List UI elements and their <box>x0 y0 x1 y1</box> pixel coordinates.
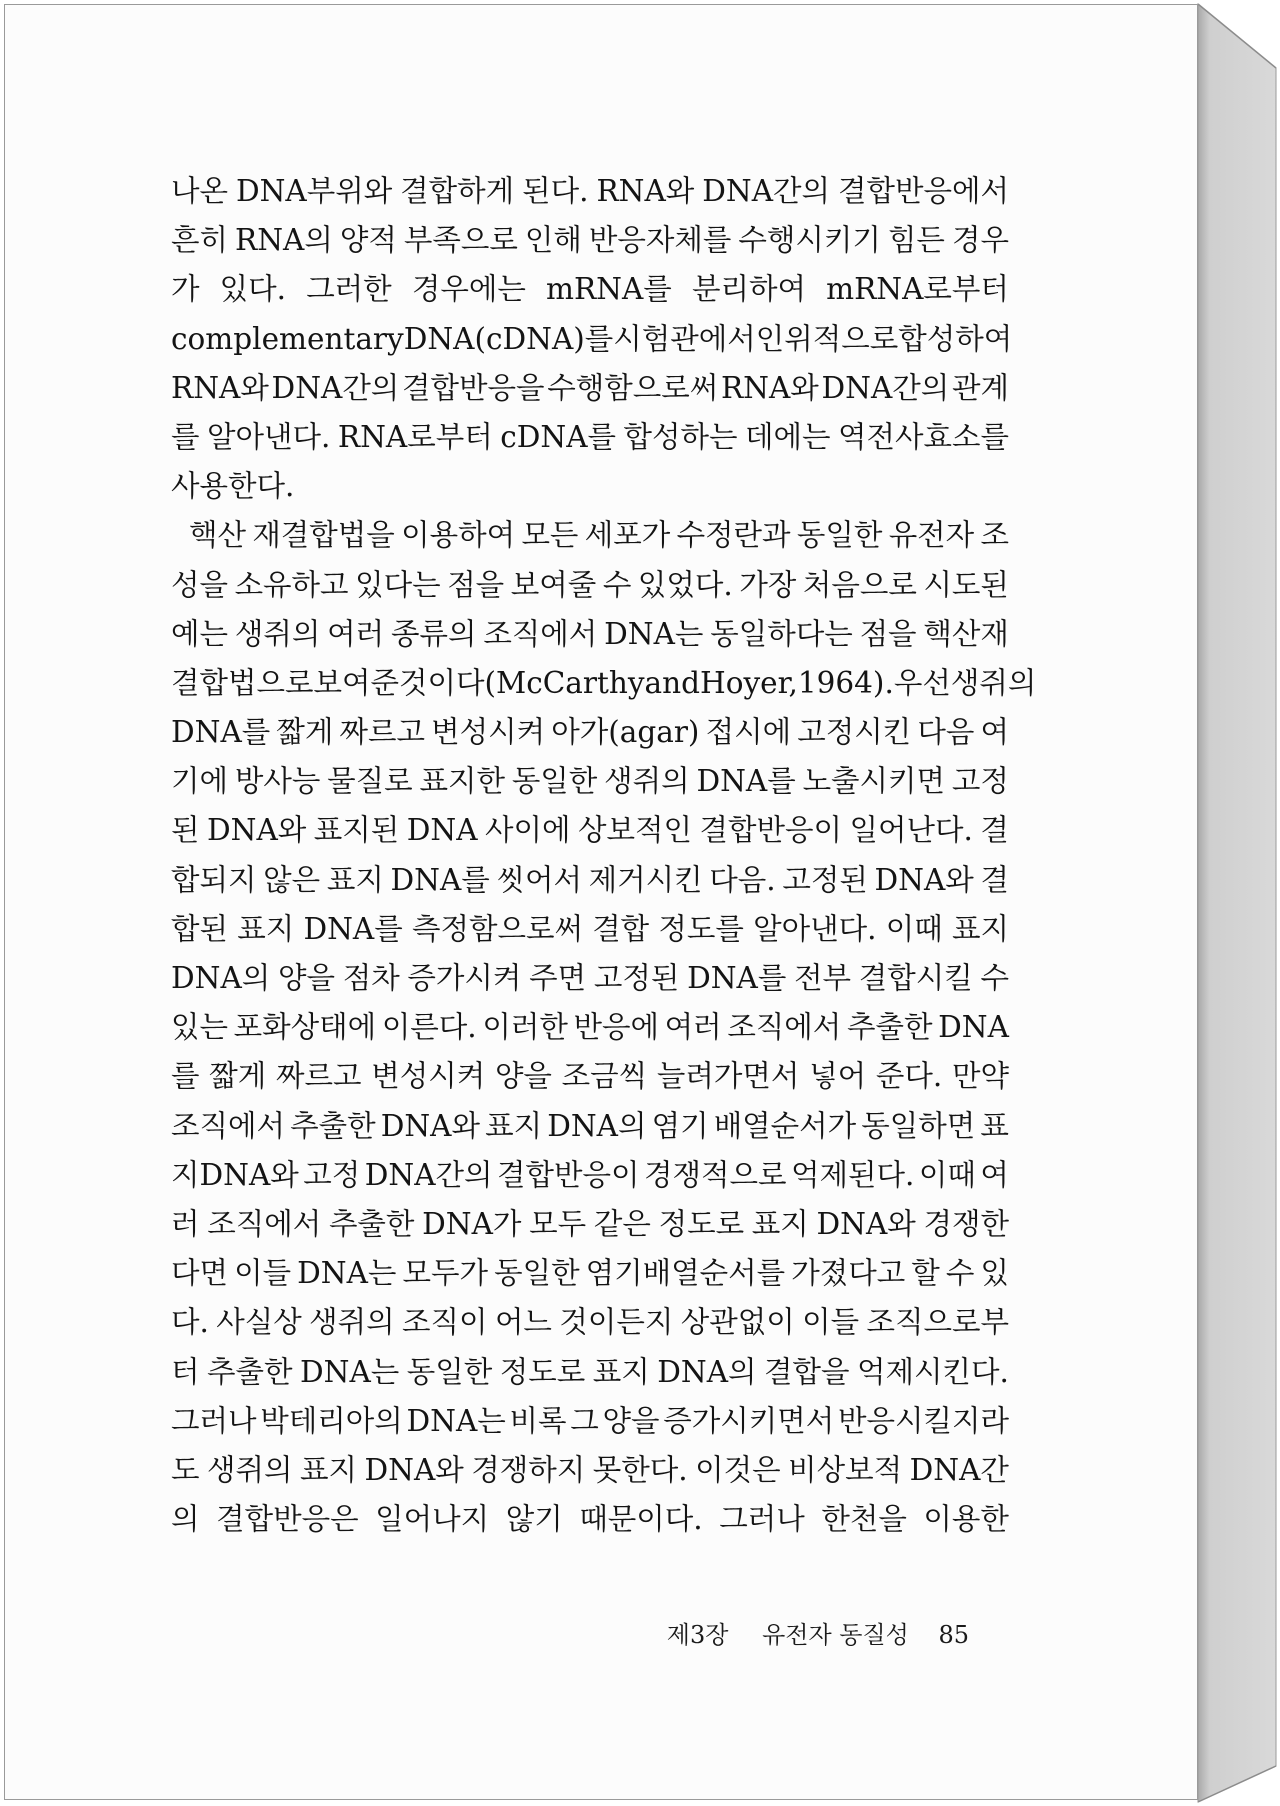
word: 점을 <box>447 567 505 602</box>
word: 결합반응을 <box>402 370 545 405</box>
word: DNA간 <box>909 1452 1009 1487</box>
word: 생쥐의 <box>234 616 321 651</box>
word: 짜르고 <box>339 715 426 750</box>
word: 만약 <box>951 1059 1009 1094</box>
word: 결합반응이 <box>497 1157 640 1192</box>
word: 동일한 <box>511 764 598 799</box>
word: 추출한 <box>846 1010 933 1045</box>
word: 접시에 <box>705 715 792 750</box>
word: 염기배열순서를 <box>585 1256 786 1291</box>
word: DNA와 <box>207 813 307 848</box>
word: 점차 <box>342 961 400 995</box>
word: complementary <box>171 321 404 356</box>
word: 억제시킨다. <box>857 1354 1009 1389</box>
word: 시험관에서 <box>613 321 756 356</box>
word: 가장 <box>739 567 797 602</box>
word: 그 <box>570 1403 599 1438</box>
word: 데에는 <box>745 419 831 454</box>
text-line <box>171 1446 1009 1495</box>
word: DNA의 <box>171 961 271 995</box>
word: mRNA로부터 <box>826 272 1009 307</box>
word: 고정된 <box>593 961 680 995</box>
word: 여러 <box>664 1010 722 1045</box>
word: 다음 <box>917 715 975 750</box>
word: 결합하게 <box>400 174 515 208</box>
word: 반응에 <box>573 1010 659 1045</box>
word: 변성시켜 <box>431 715 546 750</box>
word: 있다. <box>219 272 287 307</box>
word: 가졌다고 <box>791 1256 906 1291</box>
word: mRNA를 <box>546 272 672 307</box>
word: DNA를 <box>303 911 403 946</box>
word: DNA는 <box>604 616 704 651</box>
word: 결합 <box>592 911 650 946</box>
word: 사이에 <box>485 813 571 848</box>
word: 러 <box>171 1206 200 1241</box>
word: DNA간의 <box>364 1157 493 1192</box>
word: 변성시켜 <box>371 1059 486 1094</box>
word: DNA간의 <box>702 174 830 208</box>
word: 1964). <box>797 665 894 700</box>
word: 인위적으로 <box>755 321 899 356</box>
word: 표 <box>980 1108 1009 1143</box>
word: 다면 <box>171 1256 228 1291</box>
word: 동일한 <box>406 1354 493 1389</box>
word: 결 <box>980 862 1009 897</box>
word: 측정함으로써 <box>411 911 583 946</box>
word: 주면 <box>529 961 587 995</box>
text-line <box>171 315 1013 364</box>
word: 이용한 <box>923 1502 1009 1537</box>
text-line <box>171 1151 1009 1200</box>
word: DNA의 <box>657 1354 757 1389</box>
word: 보여줄 <box>510 567 597 602</box>
word: 표지 <box>300 1452 357 1487</box>
word: 표지 <box>237 911 295 946</box>
word: RNA와 <box>596 174 695 208</box>
word: 여 <box>980 715 1009 750</box>
word: 여 <box>980 1157 1009 1192</box>
word: 조직에서 <box>207 1206 322 1241</box>
footer-chapter-title: 유전자 동질성 <box>762 1621 909 1649</box>
text-line <box>171 364 1009 413</box>
word: 있었다. <box>637 567 733 602</box>
word: 관계 <box>951 370 1009 405</box>
word: 일어난다. <box>849 813 973 848</box>
word: 핵산 <box>189 518 246 553</box>
word: DNA와 <box>874 862 974 897</box>
word: 성을 <box>171 567 228 602</box>
word: DNA를 <box>687 961 787 995</box>
word: 짧게 <box>276 715 334 750</box>
word: 경쟁적으로 <box>644 1157 787 1192</box>
text-line <box>171 905 1009 954</box>
word: 경쟁하지 <box>471 1452 586 1487</box>
word: 그러나 <box>171 1403 257 1438</box>
word: RNA로부터 <box>337 419 493 454</box>
word: 기에 <box>171 764 228 799</box>
word: 수 <box>980 961 1009 995</box>
text-line <box>171 265 1009 314</box>
word: DNA와 <box>364 1452 464 1487</box>
word: 조직에서 <box>171 1108 285 1143</box>
word: 합성하는 <box>623 419 738 454</box>
word: 않은 <box>263 862 321 897</box>
word: 고정된 <box>782 862 868 897</box>
word: DNA(cDNA)를 <box>403 321 614 356</box>
word: 이때 <box>885 911 943 946</box>
text-line <box>171 757 1009 806</box>
word: 아가(agar) <box>551 715 700 750</box>
word: 고정시킨 <box>797 715 912 750</box>
word: 조직으로부 <box>866 1305 1009 1340</box>
word: 것이다(McCarthy <box>399 665 645 700</box>
word: 상보적인 <box>578 813 693 848</box>
word: 결합반응은 <box>216 1502 359 1537</box>
word: 정도로 <box>658 1206 745 1241</box>
word: 정도로 <box>499 1354 586 1389</box>
word: 조직이 <box>402 1305 488 1340</box>
text-line <box>171 561 1009 610</box>
text-line <box>171 511 1009 560</box>
word: DNA와 <box>380 1108 480 1143</box>
text-line <box>171 1102 1009 1151</box>
word: 다. <box>171 1305 209 1340</box>
word: 표지된 <box>313 813 400 848</box>
word: 비상보적 <box>788 1452 903 1487</box>
word: 표지 <box>952 911 1009 946</box>
word: 노출시키면 <box>802 764 946 799</box>
text-line <box>171 1200 1009 1249</box>
word: 보여준 <box>313 665 399 700</box>
word: 박테리아의 <box>260 1403 403 1438</box>
word: 표지 <box>326 862 384 897</box>
text-line <box>171 167 1009 216</box>
word: 터 <box>171 1354 200 1389</box>
word: DNA를 <box>696 764 796 799</box>
word: 양을 <box>602 1403 660 1438</box>
word: 수행시키기 <box>738 223 881 258</box>
word: 점을 <box>859 616 917 651</box>
word: 그러나 <box>719 1502 805 1537</box>
text-line <box>171 610 1009 659</box>
word: 고정 <box>951 764 1009 799</box>
word: 이때 <box>918 1157 976 1192</box>
word: 이들 <box>234 1256 292 1291</box>
word: DNA는 <box>406 1403 506 1438</box>
word: 합되지 <box>171 862 257 897</box>
word: 비록 <box>509 1403 567 1438</box>
word: 부족으로 <box>403 223 518 258</box>
word: 된다. <box>522 174 589 208</box>
word: 흔히 <box>171 223 228 258</box>
word: 분리하여 <box>691 272 806 307</box>
word: 경쟁한 <box>923 1206 1009 1241</box>
word: DNA의 <box>547 1108 647 1143</box>
text-line <box>171 1003 1009 1052</box>
word: 시도된 <box>923 567 1009 602</box>
word: 가 <box>171 272 200 307</box>
word: DNA를 <box>390 862 490 897</box>
word: RNA와 <box>720 370 819 405</box>
word: 모두가 <box>402 1256 488 1291</box>
text-line <box>171 708 1009 757</box>
word: and <box>644 665 700 700</box>
word: 역전사효소를 <box>838 419 1009 454</box>
word: 일어나지 <box>375 1502 490 1537</box>
word: 씻어서 <box>496 862 582 897</box>
word: DNA간의 <box>821 370 950 405</box>
word: 넣어 <box>809 1059 867 1094</box>
word: 억제된다. <box>791 1157 915 1192</box>
word: 것이든지 <box>559 1305 674 1340</box>
word: 모든 <box>521 518 579 553</box>
word: 생쥐의 <box>309 1305 395 1340</box>
word: 있다는 <box>355 567 441 602</box>
word: 수 <box>945 1256 975 1291</box>
word: 동일한 <box>796 518 883 553</box>
word: 그러한 <box>306 272 392 307</box>
word: DNA부위와 <box>235 174 393 208</box>
word: 도 <box>171 1452 200 1487</box>
page-number: 85 <box>938 1621 969 1649</box>
word: 양을 <box>494 1059 552 1094</box>
word: 양을 <box>277 961 335 995</box>
word: 어느 <box>494 1305 552 1340</box>
word: 조직에서 <box>483 616 598 651</box>
word: 할 <box>911 1256 940 1291</box>
word: RNA의 <box>235 223 333 258</box>
word: 동일하면 <box>861 1108 976 1143</box>
word: 추출한 <box>290 1108 376 1143</box>
word: 준다. <box>875 1059 943 1094</box>
word: 알아낸다. <box>753 911 877 946</box>
word: 증가시켜 <box>407 961 522 995</box>
word: 처음으로 <box>802 567 917 602</box>
word: 같은 <box>593 1206 651 1241</box>
text-line <box>171 1397 1009 1446</box>
word: 반응자체를 <box>588 223 732 258</box>
word: 결합반응이 <box>699 813 843 848</box>
text-line <box>171 659 1037 708</box>
word: 한천을 <box>821 1502 907 1537</box>
word: 포화상태에 <box>233 1010 377 1045</box>
word: 여러 <box>327 616 385 651</box>
word: 다음. <box>709 862 776 897</box>
word: DNA는 <box>297 1256 397 1291</box>
word: 의 <box>171 1502 200 1537</box>
text-line <box>171 1249 1009 1298</box>
word: 경우 <box>951 223 1009 258</box>
word: 종류의 <box>390 616 477 651</box>
text-line <box>171 1348 1009 1397</box>
text-line <box>171 462 1009 511</box>
word: 물질로 <box>327 764 413 799</box>
word: Hoyer, <box>700 665 798 700</box>
word: 양적 <box>339 223 397 258</box>
word: DNA가 <box>422 1206 522 1241</box>
body-text <box>171 167 1037 1544</box>
word: 결합을 <box>764 1354 850 1389</box>
word: 염기 <box>651 1108 709 1143</box>
word: 결합법으로 <box>171 665 314 700</box>
word: 표지 <box>485 1108 543 1143</box>
word: 추출한 <box>207 1354 293 1389</box>
word: 전부 <box>794 961 852 995</box>
word: 된 <box>171 813 200 848</box>
word: 있 <box>980 1256 1009 1291</box>
word: 지DNA와 <box>171 1157 299 1192</box>
word: 핵산재 <box>923 616 1009 651</box>
word: 추출한 <box>328 1206 415 1241</box>
word: 때문이다. <box>579 1502 703 1537</box>
word: 배열순서가 <box>713 1108 857 1143</box>
word: 소유하고 <box>234 567 349 602</box>
word: 못한다. <box>592 1452 688 1487</box>
word: 정도를 <box>658 911 744 946</box>
word: 조금씩 <box>561 1059 648 1094</box>
word: 경우에는 <box>411 272 526 307</box>
word: 이들 <box>802 1305 860 1340</box>
word: 사실상 <box>216 1305 302 1340</box>
word: 합성하여 <box>898 321 1013 356</box>
word: 생쥐의 <box>950 665 1037 700</box>
word: 표지 <box>751 1206 809 1241</box>
word: 결합반응에서 <box>837 174 1009 208</box>
word: 조 <box>980 518 1009 553</box>
word: 나온 <box>171 174 228 208</box>
word: 예는 <box>171 616 228 651</box>
word: 조직에서 <box>727 1010 842 1045</box>
word: 생쥐의 <box>207 1452 293 1487</box>
text-line <box>171 1052 1009 1101</box>
word: 를 <box>171 1059 200 1094</box>
word: 모두 <box>529 1206 587 1241</box>
word: 늘려가면서 <box>656 1059 800 1094</box>
word: 수 <box>602 567 632 602</box>
word: 표지 <box>592 1354 650 1389</box>
word: 이용하여 <box>401 518 516 553</box>
word: 합된 <box>171 911 228 946</box>
word: 세포가 <box>584 518 671 553</box>
word: DNA를 <box>171 715 271 750</box>
text-line <box>171 1298 1009 1347</box>
word: 짧게 <box>209 1059 267 1094</box>
word: 않기 <box>505 1502 563 1537</box>
word: 알아낸다. <box>207 419 331 454</box>
word: 동일하다는 <box>710 616 853 651</box>
word: 방사능 <box>234 764 321 799</box>
word: 수행함으로써 <box>547 370 719 405</box>
book-page <box>4 4 1198 1800</box>
word: 재결합법을 <box>252 518 395 553</box>
word: 힘든 <box>887 223 945 258</box>
word: 고정 <box>303 1157 361 1192</box>
word: DNA와 <box>816 1206 916 1241</box>
word: 짜르고 <box>275 1059 362 1094</box>
word: 생쥐의 <box>604 764 690 799</box>
word: 이른다. <box>381 1010 477 1045</box>
word: 인해 <box>524 223 582 258</box>
word: 결 <box>980 813 1009 848</box>
word: 제거시킨 <box>588 862 703 897</box>
word: 를 <box>171 419 200 454</box>
word: 우선 <box>893 665 951 700</box>
text-line <box>171 216 1009 265</box>
footer-chapter: 제3장 <box>666 1621 729 1649</box>
word: DNA <box>406 813 478 848</box>
word: 결합시킬 <box>858 961 973 995</box>
word: 표지한 <box>419 764 505 799</box>
word: DNA <box>938 1010 1009 1045</box>
word: 이러한 <box>482 1010 568 1045</box>
text-line <box>171 413 1009 462</box>
word: 유전자 <box>888 518 975 553</box>
word: 이것은 <box>695 1452 781 1487</box>
text-line <box>171 1495 1009 1544</box>
word: 수정란과 <box>676 518 791 553</box>
text-line <box>171 954 1009 1003</box>
word: DNA는 <box>300 1354 400 1389</box>
word: 동일한 <box>494 1256 580 1291</box>
word: 증가시키면서 <box>663 1403 835 1438</box>
word: cDNA를 <box>500 419 616 454</box>
word: 있는 <box>171 1010 228 1045</box>
text-line <box>171 856 1009 905</box>
word: 사용한다. <box>171 469 295 504</box>
word: RNA와 <box>171 370 269 405</box>
word: 반응시킬지라 <box>838 1403 1009 1438</box>
word: 상관없이 <box>680 1305 795 1340</box>
page-footer <box>5 1615 969 1650</box>
text-line <box>171 806 1009 855</box>
word: DNA간의 <box>271 370 400 405</box>
